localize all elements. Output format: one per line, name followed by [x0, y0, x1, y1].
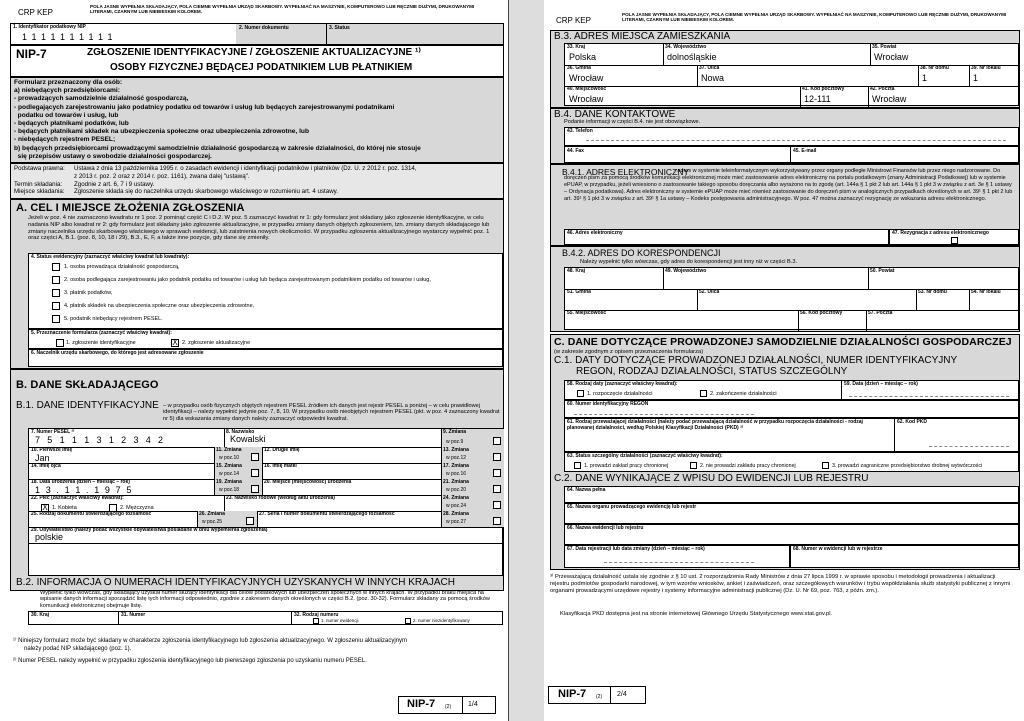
intro-line: - niebędących rejestrem PESEL;: [14, 136, 116, 144]
start-activity-label: 1. rozpoczęcie działalności: [587, 391, 653, 397]
first-name-value[interactable]: Jan: [35, 453, 50, 463]
end-activity-label: 2. zakończenie działalności: [710, 391, 777, 397]
form-page-1: [0, 0, 509, 721]
intro-line: - prowadzących samodzielnie działalność gospodarczą,: [14, 95, 189, 103]
change-26-label: 26. Zmiana: [199, 511, 225, 517]
change-11-label: 11. Zmiana: [216, 447, 242, 453]
district-value[interactable]: Wrocław: [874, 52, 909, 62]
grid-line: [918, 65, 919, 86]
no-protected-plant-label: 2. nie prowadzi zakładu pracy chronionej: [700, 463, 796, 469]
field-32-label: 32. Rodzaj numeru: [294, 612, 339, 618]
legal-row-key: Podstawa prawna:: [14, 165, 65, 172]
flat-number-value[interactable]: 1: [973, 73, 979, 83]
change-21-label: 21. Zmiana: [443, 479, 469, 485]
legal-row-value: Zgłoszenie składa się do naczelnika urzędu skarbowego właściwego w rozumieniu art. 4 ustawy.: [74, 188, 339, 196]
status-option-checkbox[interactable]: [52, 276, 60, 284]
street-label: 37. Ulica: [699, 65, 720, 71]
change-13-label: 13. Zmiana: [443, 447, 469, 453]
header-note: POLA JASNE WYPEŁNIA SKŁADAJĄCY, POLA CIEMNE WYPEŁNIA URZĄD SKARBOWY. WYPEŁNIAĆ NA MASZYNIE, KOMPUTEROWO LUB RĘCZNIE DUŻYMI, DRUKOWANYMI LITERAMI, CZARNYM LUB NIEBIESKIM KOLOREM.: [90, 4, 475, 14]
change-17-label: 17. Zmiana: [443, 463, 469, 469]
house-number-label: 38. Nr domu: [920, 65, 949, 71]
section-c-note: (w zakresie zgodnym z opisem przeznaczenia formularza): [554, 349, 704, 355]
status-option-label: 5. podatnik niebędący rejestrem PESEL.: [64, 316, 163, 322]
sex-male-label: 2. Mężczyzna: [120, 505, 154, 511]
grid-line: [800, 86, 801, 107]
change-11-poz: w poz.10: [219, 455, 240, 461]
change-9-poz: w poz.9: [446, 439, 464, 445]
section-b2-title: B.2. INFORMACJA O NUMERACH IDENTYFIKACYJNYCH UZYSKANYCH W INNYCH KRAJACH: [16, 577, 455, 588]
status-option-checkbox[interactable]: [52, 315, 60, 323]
field-6-label: 6. Naczelnik urzędu skarbowego, do którego jest adresowane zgłoszenie: [31, 350, 204, 356]
change-24-checkbox[interactable]: [493, 501, 501, 509]
footnote-1-cont: należy podać NIP składającego (poz. 1).: [24, 646, 132, 652]
birthdate-value[interactable]: 1 3 . 1 1 . 1 9 7 5: [35, 485, 133, 495]
section-c-title: C. DANE DOTYCZĄCE PROWADZONEJ SAMODZIELNIE DZIAŁALNOŚCI GOSPODARCZEJ: [554, 336, 1012, 348]
change-24-label: 24. Zmiana: [443, 495, 469, 501]
section-b42-note: Należy wypełnić tylko wówczas, gdy adres do korespondencji jest inny niż w części B.3.: [580, 259, 798, 265]
change-17-checkbox[interactable]: [493, 469, 501, 477]
post-office-label: 42. Poczta: [870, 86, 895, 92]
field-27-label: 27. Seria i numer dokumentu stwierdzającego tożsamość: [259, 511, 395, 517]
page-gap: [509, 0, 544, 721]
grid-line: [565, 86, 1020, 87]
grid-line: [262, 463, 263, 479]
change-17-poz: w poz.16: [446, 471, 467, 477]
city-value[interactable]: Wrocław: [569, 94, 604, 104]
grid-line: [868, 86, 869, 107]
legal-row-value: z 2013 r. poz. 2 oraz z 2014 r. poz. 1161), zwana dalej "ustawą".: [74, 172, 250, 180]
footer-version-1: (2): [445, 704, 452, 710]
footnote-3: ³⁾ Przeważającą działalność ustala się zgodnie z § 10 ust. 2 rozporządzenia Rady Ministrów z dnia 27 lipca 1999 r. w sprawie sposobu i metodologii prowadzenia i aktualizacji rejestru podmiotów gospodarki narodowej, w tym wzorów wniosków, ankiet i zaświadczeń, oraz szczegółowych warunków i trybu współdziałania służb statystyki publicznej z innymi organami prowadzącymi urzędowe rejestry i systemy informacyjne administracji publicznej (Dz. U. Nr 69, poz. 763, z późn. zm.).: [550, 574, 1011, 595]
field-25-label: 25. Rodzaj dokumentu stwierdzającego tożsamość: [31, 511, 152, 517]
field-29-label: 29. Obywatelstwo (należy podać wszystkie obywatelstwa posiadane w dniu wypełnienia zgłoszenia): [31, 527, 268, 533]
field-68-label: 68. Numer w ewidencji lub w rejestrze: [793, 546, 883, 552]
grid-line: [870, 44, 871, 65]
change-19-checkbox[interactable]: [251, 485, 259, 493]
field-54-label: 54. Nr lokalu: [971, 289, 1001, 295]
change-13-poz: w poz.12: [446, 455, 467, 461]
header-note-2: POLA JASNE WYPEŁNIA SKŁADAJĄCY, POLA CIEMNE WYPEŁNIA URZĄD SKARBOWY. WYPEŁNIAĆ NA MASZYNIE, KOMPUTEROWO LUB RĘCZNIE DUŻYMI, DRUKOWANYMI LITERAMI, CZARNYM LUB NIEBIESKIM KOLOREM.: [622, 12, 1007, 22]
field-62-label: 62. Kod PKD: [897, 419, 928, 425]
footer-page-number-2: 2/4: [617, 691, 627, 698]
section-b3-grid: [564, 43, 1019, 106]
change-9-checkbox[interactable]: [493, 437, 501, 445]
footer-form-code-2: NIP-7: [558, 688, 587, 700]
postal-code-value[interactable]: 12-111: [804, 94, 831, 104]
field-43-label: 43. Telefon: [567, 128, 593, 134]
field-18-label: 18. Data urodzenia (dzień – miesiąc – rok): [31, 479, 130, 485]
form-page-2: [544, 0, 1024, 721]
country-label: 33. Kraj: [567, 44, 586, 50]
field-51-label: 51. Gmina: [567, 289, 591, 295]
crp-label: CRP KEP: [18, 8, 53, 17]
section-b1-title: B.1. DANE IDENTYFIKACYJNE: [16, 400, 159, 411]
section-a-title: A. CEL I MIEJSCE ZŁOŻENIA ZGŁOSZENIA: [16, 202, 245, 214]
grid-line: [224, 429, 225, 447]
grid-line: [697, 289, 698, 310]
field-60-label: 60. Numer identyfikacyjny REGON: [567, 401, 649, 407]
change-9-label: 9. Zmiana: [443, 429, 467, 435]
intro-text: [14, 79, 500, 161]
purpose-update-label: 2. zgłoszenie aktualizacyjne: [182, 340, 251, 346]
surname-value[interactable]: Kowalski: [230, 434, 266, 444]
country-value[interactable]: Polska: [569, 52, 597, 62]
change-13-checkbox[interactable]: [493, 453, 501, 461]
intro-line: Formularz przeznaczony dla osób:: [14, 79, 123, 86]
field-49-label: 49. Województwo: [665, 268, 707, 274]
section-b4-note: Podanie informacji w części B.4. nie jest obowiązkowe.: [564, 119, 701, 125]
field-4-label: 4. Status ewidencyjny (zaznaczyć właściwy kwadrat lub kwadraty):: [31, 254, 190, 260]
grid-line: [697, 65, 698, 86]
grid-line: [798, 310, 799, 331]
purpose-update-checkbox[interactable]: X: [172, 338, 178, 347]
grid-line: [224, 495, 225, 511]
section-b-title: B. DANE SKŁADAJĄCEGO: [16, 379, 159, 391]
voivodeship-label: 34. Województwo: [665, 44, 707, 50]
field-63-label: 63. Status szczególny działalności (zaznaczyć właściwy kwadrat):: [567, 453, 723, 459]
section-b42-title: B.4.2. ADRES DO KORESPONDENCJI: [562, 248, 721, 258]
field-10-label: 10. Pierwsze imię: [31, 447, 73, 453]
section-b1-note: – w przypadku osób fizycznych objętych rejestrem PESEL źródłem ich danych jest rejestr PESEL a poniżej – w celu prawidłowej identyfikacji – należy wypełnić jedynie poz. 7, 8, 10. W przypadku osób nieobjętych rejestrem PESEL (pkt. w poz. 4 zaznaczony kwadrat nr 5) dla wskazania zmiany danych należy zaznaczyć odpowiedni kwadrat.: [163, 403, 500, 422]
footnote-3-cont: Klasyfikacja PKD dostępna jest na stronie internetowej Głównego Urzędu Statystycznego www.stat.gov.pl.: [560, 611, 833, 617]
status-option-checkbox[interactable]: [52, 302, 60, 310]
field-5-label: 5. Przeznaczenie formularza (zaznaczyć właściwy kwadrat):: [31, 330, 172, 336]
end-activity-checkbox[interactable]: [700, 390, 707, 397]
field-48-label: 48. Kraj: [567, 268, 586, 274]
citizenship-value[interactable]: polskie: [35, 532, 64, 542]
field-30-label: 30. Kraj: [31, 612, 50, 618]
grid-line: [916, 289, 917, 310]
field-64-label: 64. Nazwa pełna: [567, 487, 606, 493]
status-option-label: 2. osoba podlegająca zarejestrowaniu jako podatnik podatku od towarów i usług lub będąca zarejestrowanym podatnikiem podatku od towarów i usług,: [64, 277, 431, 283]
field-7-label: 7. Numer PESEL ²⁾: [31, 429, 75, 435]
postal-code-label: 41. Kod pocztowy: [802, 86, 845, 92]
sex-female-label: 1. Kobieta: [52, 505, 77, 511]
grid-line: [29, 543, 504, 544]
section-b3-title: B.3. ADRES MIEJSCA ZAMIESZKANIA: [554, 31, 731, 42]
field-22-label: 22. Płeć (zaznaczyć właściwy kwadrat):: [31, 495, 124, 501]
section-c1-title-line1: C.1. DATY DOTYCZĄCE PROWADZONEJ DZIAŁALNOŚCI, NUMER IDENTYFIKACYJNY: [554, 355, 958, 366]
section-b1-grid: [28, 428, 503, 576]
intro-line: - podlegających zarejestrowaniu jako podatnicy podatku od towarów i usług lub będących zarejestrowanymi podatnikami: [14, 103, 395, 111]
status-label: 3. Status: [329, 25, 350, 31]
grid-line: [565, 65, 1020, 66]
status-option-checkbox[interactable]: [52, 289, 60, 297]
field-8-label: 8. Nazwisko: [226, 429, 255, 435]
house-number-value[interactable]: 1: [922, 73, 928, 83]
field-52-label: 52. Ulica: [699, 289, 720, 295]
legal-row: [14, 189, 500, 197]
field-56-label: 56. Kod pocztowy: [800, 310, 843, 316]
form-title-line1: ZGŁOSZENIE IDENTYFIKACYJNE / ZGŁOSZENIE AKTUALIZACYJNE ¹⁾: [87, 47, 421, 58]
grid-line: [663, 268, 664, 289]
grid-line: [262, 447, 263, 463]
change-26-checkbox[interactable]: [246, 517, 254, 525]
nip-value[interactable]: 1 1 1 1 1 1 1 1 1 1: [22, 32, 114, 42]
number-type-2-label: 2. numer niezidentyfikowany: [413, 618, 470, 623]
resign-electronic-checkbox[interactable]: [951, 237, 958, 244]
field-65-label: 65. Nazwa organu prowadzącego ewidencję lub rejestr: [567, 504, 697, 510]
status-field: [326, 24, 503, 44]
field-67-label: 67. Data rejestracji lub data zmiany (dzień – miesiąc – rok): [567, 546, 705, 552]
status-option-checkbox[interactable]: [52, 263, 60, 271]
protected-plant-label: 1. prowadzi zakład pracy chronionej: [584, 463, 669, 469]
foreign-enterprise-label: 3. prowadzi zagraniczne przedsiębiorstwo drobnej wytwórczości: [832, 463, 983, 469]
field-46-label: 46. Adres elektroniczny: [567, 230, 623, 236]
field-16-label: 16. Imię matki: [264, 463, 297, 469]
email-field[interactable]: [790, 146, 1019, 163]
commune-label: 36. Gmina: [567, 65, 591, 71]
flat-number-label: 39. Nr lokalu: [971, 65, 1001, 71]
district-label: 35. Powiat: [872, 44, 897, 50]
intro-line: a) niebędących przedsiębiorcami:: [14, 87, 120, 95]
purpose-identification-checkbox[interactable]: [56, 339, 64, 347]
post-office-value[interactable]: Wrocław: [872, 94, 907, 104]
field-44-label: 44. Fax: [567, 148, 584, 154]
full-name-field[interactable]: [564, 486, 1019, 503]
intro-line: - będących płatnikami składek na ubezpieczenia społeczne oraz ubezpieczenia zdrowotne, lub: [14, 128, 309, 136]
change-19-poz: w poz.18: [219, 487, 240, 493]
field-14-label: 14. Imię ojca: [31, 463, 61, 469]
field-58-label: 58. Rodzaj daty (zaznaczyć właściwy kwadrat):: [567, 381, 678, 387]
foreign-enterprise-checkbox[interactable]: [822, 462, 829, 469]
field-45-label: 45. E-mail: [793, 148, 817, 154]
field-66-label: 66. Nazwa ewidencji lub rejestru: [567, 525, 644, 531]
grid-line: [257, 511, 258, 527]
change-26-poz: w poz.25: [202, 519, 223, 525]
change-11-checkbox[interactable]: [251, 453, 259, 461]
street-value[interactable]: Nowa: [701, 73, 725, 83]
change-21-checkbox[interactable]: [493, 485, 501, 493]
field-53-label: 53. Nr domu: [918, 289, 947, 295]
field-57-label: 57. Poczta: [868, 310, 893, 316]
field-61-label: 61. Rodzaj przeważającej działalności (należy podać przeważającą działalność w przypadku rozpoczęcia działalności - rodzaj planowanej działalności, według Polskiej Klasyfikacji Działalności (PKD) ³⁾: [567, 419, 863, 431]
number-type-1-checkbox[interactable]: [313, 618, 319, 624]
field-12-label: 12. Drugie imię: [264, 447, 300, 453]
commune-value[interactable]: Wrocław: [569, 73, 604, 83]
protected-plant-checkbox[interactable]: [574, 462, 581, 469]
footer-version-2: (2): [596, 694, 603, 700]
form-code: NIP-7: [16, 47, 47, 61]
phone-field[interactable]: [564, 127, 1019, 146]
grid-line: [565, 289, 1020, 290]
legal-text: [14, 166, 500, 197]
legal-row-key: Miejsce składania:: [14, 188, 65, 196]
change-21-poz: w poz.20: [446, 487, 467, 493]
change-15-checkbox[interactable]: [251, 469, 259, 477]
fax-field[interactable]: [564, 146, 791, 163]
legal-row-value: Zgodnie z art. 6, 7 i 9 ustawy.: [74, 180, 155, 188]
field-47-label: 47. Rezygnacja z adresu elektronicznego: [892, 230, 989, 236]
grid-line: [565, 310, 1020, 311]
section-c1-title-line2: REGON, RODZAJ DZIAŁALNOŚCI, STATUS SZCZEGÓLNY: [576, 366, 848, 377]
voivodeship-value[interactable]: dolnośląskie: [667, 52, 717, 62]
grid-line: [262, 479, 263, 495]
change-15-label: 15. Zmiana: [216, 463, 242, 469]
intro-line: się przepisów ustawy o swobodzie działalności gospodarczej.: [14, 152, 212, 160]
footer-page-number-1: 1/4: [468, 701, 478, 708]
start-activity-checkbox[interactable]: [577, 390, 584, 397]
no-protected-plant-checkbox[interactable]: [690, 462, 697, 469]
field-31-label: 31. Numer: [121, 612, 146, 618]
change-28-poz: w poz.27: [446, 519, 467, 525]
field-23-label: 23. Nazwisko rodowe (według aktu urodzenia): [226, 495, 335, 501]
grid-line: [969, 65, 970, 86]
nip-label: 1. Identyfikator podatkowy NIP: [13, 24, 86, 30]
footnote-2: ²⁾ Numer PESEL należy wypełnić w przypadku zgłoszenia identyfikacyjnego lub pierwszego zgłoszenia po uzyskaniu numeru PESEL.: [13, 658, 367, 664]
grid-line: [663, 44, 664, 65]
section-b2-note: Wypełnić tylko wówczas, gdy składający uzyskał numer służący identyfikacji dla celów podatkowych lub ubezpieczeń społecznych w innych krajach. W przypadku braku miejsca na wpisanie danych informacji sporządzić listę tych informacji odpowiednio, zgodnie z zakresem danych określonych w części B.2. (poz. 30-32). Formularz składany za pomocą środków komunikacji elektronicznej obejmuje listę.: [40, 590, 490, 609]
field-55-label: 55. Miejscowość: [567, 310, 607, 316]
grid-line: [969, 289, 970, 310]
change-15-poz: w poz.14: [219, 471, 240, 477]
grid-line: [868, 268, 869, 289]
footer-form-code-1: NIP-7: [407, 698, 436, 710]
change-28-label: 28. Zmiana: [443, 511, 469, 517]
section-b42-grid: [564, 267, 1019, 330]
city-label: 40. Miejscowość: [567, 86, 607, 92]
field-50-label: 50. Powiat: [870, 268, 895, 274]
pesel-value[interactable]: 7 5 1 1 1 3 1 2 3 4 2: [35, 435, 166, 445]
section-b41-title: B.4.1. ADRES ELEKTRONICZNY: [562, 167, 690, 177]
grid-line: [866, 310, 867, 331]
form-title-line2: OSOBY FIZYCZNEJ BĘDĄCEJ PODATNIKIEM LUB PŁATNIKIEM: [110, 62, 413, 73]
field-20-label: 20. Miejsce (miejscowość) urodzenia: [264, 479, 352, 485]
crp-label-2: CRP KEP: [556, 16, 591, 25]
status-option-label: 4. płatnik składek na ubezpieczenia społeczne oraz ubezpieczenia zdrowotne,: [64, 303, 255, 309]
number-type-1-label: 1. numer ewidencji: [321, 618, 359, 623]
legal-row-value: Ustawa z dnia 13 października 1995 r. o zasadach ewidencji i identyfikacji podatników i płatników (Dz. U. z 2012 r. poz. 1314,: [74, 165, 417, 172]
change-28-checkbox[interactable]: [493, 517, 501, 525]
purpose-identification-label: 1. zgłoszenie identyfikacyjne: [66, 340, 136, 346]
sex-female-checkbox[interactable]: X: [42, 503, 48, 512]
change-24-poz: w poz.24: [446, 503, 467, 509]
section-c2-title: C.2. DANE WYNIKAJĄCE Z WPISU DO EWIDENCJI LUB REJESTRU: [554, 473, 869, 484]
field-59-label: 59. Data (dzień – miesiąc – rok): [844, 381, 918, 387]
legal-row-key: Termin składania:: [14, 180, 63, 188]
intro-line: - będących płatnikami podatków, lub: [14, 120, 129, 128]
intro-line: podatku od towarów i usług, lub: [14, 111, 119, 119]
section-b4-title: B.4. DANE KONTAKTOWE: [554, 109, 676, 120]
status-option-label: 1. osoba prowadząca działalność gospodarczą,: [64, 264, 180, 270]
change-19-label: 19. Zmiana: [216, 479, 242, 485]
intro-line: b) będących przedsiębiorcami prowadzącymi samodzielnie działalność gospodarczą w zakresie działalności, do której nie stosuje: [14, 144, 421, 152]
footnote-1: ¹⁾ Niniejszy formularz może być składany w charakterze zgłoszenia identyfikacyjnego lub zgłoszenia aktualizacyjnego. W zgłoszeniu aktualizacyjnym: [13, 638, 407, 644]
doc-number-label: 2. Numer dokumentu: [239, 25, 289, 31]
number-type-2-checkbox[interactable]: [405, 618, 411, 624]
section-a-note: Jeżeli w poz. 4 nie zaznaczono kwadratu nr 1 poz. 2 pominąć część C i D.2. W poz. 5 zaznaczyć kwadrat nr 1: gdy formularz jest składany jako zgłoszenie identyfikacyjne, w celu nadania NIP albo kwadrat nr 2: gdy formularz jest składany jako zgłoszenie aktualizacyjne, w przypadku zmiany danych objętych zgłoszeniem, tzn. zmiany danych składającego lub zmiany naczelnika urzędu skarbowego właściwego w sprawach ewidencji, lub zaistnienia nowych okoliczności. W przypadku zgłoszenia aktualizacyjnego wystarczy wypełnić poz. 1 oraz części A, B.1. (poz. 8, 10, 18 i 29), B.3., E, F, a także inne pozycje, gdy dane się zmieniły.: [28, 215, 490, 242]
section-b41-note: - adres w systemie teleinformatycznym wykorzystywany przez organy podległe Ministrowi Finansów lub przez niego nadzorowane. Do doręczeń pism za pomocą środków komunikacji elektronicznej może mieć zastosowanie adres elektroniczny na portalu podatkowym (znany Administracji Podatkowej) lub w systemie ePUAP, w przypadku, jeżeli wniesiono o zastosowanie takiego sposobu doręczania albo wyrażono na to zgodę (art. 144a § 1 pkt 2 lub art. 144a § 1 pkt 3 w związku z art. 3e § 1 ustawy – Ordynacja podatkowa). Adres elektroniczny w systemie ePUAP może mieć również zastosowanie do doręczeń pism w analogicznych przypadkach określonych w art. 39¹ § 1 pkt 2 lub art. 39¹ § 1 pkt 3 w związku z art. 39¹ § 1a ustawy – Kodeks postępowania administracyjnego. W poz. 47 można zaznaczyć rezygnację ze wskazania adresu elektronicznego.: [564, 168, 1013, 202]
status-option-label: 3. płatnik podatków,: [64, 290, 113, 296]
